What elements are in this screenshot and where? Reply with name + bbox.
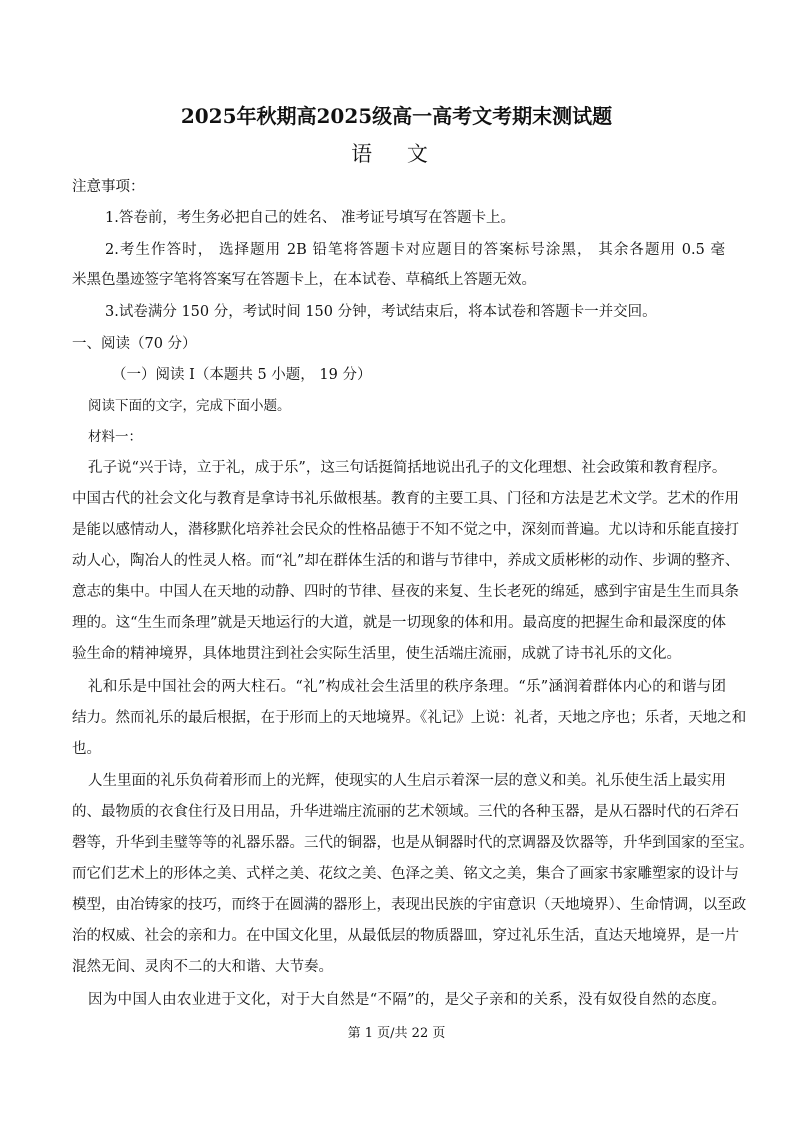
material-label: 材料一： [88, 429, 142, 445]
passage-line: 意志的集中。中国人在天地的动静、四时的节律、昼夜的来复、生长老死的绵延，感到宇宙是生生而具条 [72, 584, 739, 600]
instruction-text: 阅读下面的文字，完成下面小题。 [88, 398, 291, 414]
passage-line: 结力。然而礼乐的最后根据，在于形而上的天地境界。《礼记》上说：礼者，天地之序也；乐者，天地之和 [72, 710, 747, 726]
passage-line: 治的权威、社会的亲和力。在中国文化里，从最低层的物质器皿，穿过礼乐生活，直达天地境界，是一片 [72, 928, 739, 944]
passage-line: 模型，由冶铸家的技巧，而终于在圆满的器形上，表现出民族的宇宙意识（天地境界）、生命情调，以至政 [72, 897, 747, 913]
subject-title: 语 文 [351, 142, 442, 166]
passage-line: 验生命的精神境界，具体地贯注到社会实际生活里，使生活端庄流丽，成就了诗书礼乐的文化。 [72, 646, 681, 662]
passage-line: 人生里面的礼乐负荷着形而上的光辉，使现实的人生启示着深一层的意义和美。礼乐使生活上最实用 [88, 773, 726, 789]
passage-line: 中国古代的社会文化与教育是拿诗书礼乐做根基。教育的主要工具、门径和方法是艺术文学。艺术的作用 [72, 491, 739, 507]
passage-line: 的、最物质的衣食住行及日用品，升华进端庄流丽的艺术领域。三代的各种玉器，是从石器时代的石斧石 [72, 804, 739, 820]
sub-heading: （一）阅读 I（本题共 5 小题， 19 分） [112, 367, 372, 383]
passage-line: 因为中国人由农业进于文化，对于大自然是“不隔”的，是父子亲和的关系，没有奴役自然的态度。 [88, 992, 726, 1008]
passage-line: 礼和乐是中国社会的两大柱石。“礼”构成社会生活里的秩序条理。“乐”涵润着群体内心的和谐与团 [88, 679, 726, 695]
note-item-1: 1.答卷前，考生务必把自己的姓名、 准考证号填写在答题卡上。 [105, 210, 515, 226]
passage-line: 而它们艺术上的形体之美、式样之美、花纹之美、色泽之美、铭文之美，集合了画家书家雕塑家的设计与 [72, 866, 739, 882]
passage-line: 孔子说“兴于诗，立于礼，成于乐”，这三句话挺简括地说出孔子的文化理想、社会政策和教育程序。 [88, 460, 727, 476]
exam-title: 2025年秋期高2025级高一高考文考期末测试题 [180, 104, 613, 128]
passage-line: 是能以感情动人，潜移默化培养社会民众的性格品德于不知不觉之中，深刻而普遍。尤以诗和乐能直接打 [72, 522, 739, 538]
passage-line: 磬等，升华到圭璧等等的礼器乐器。三代的铜器，也是从铜器时代的烹调器及饮器等，升华到国家的至宝。 [72, 835, 754, 851]
part-heading: 一、阅读（70 分） [72, 336, 197, 352]
note-item-2-line-1: 2.考生作答时， 选择题用 2B 铅笔将答题卡对应题目的答案标号涂黑， 其余各题用 0.5 毫 [105, 242, 725, 258]
notes-heading: 注意事项： [72, 179, 145, 195]
note-item-2-line-2: 米黑色墨迹签字笔将答案写在答题卡上，在本试卷、草稿纸上答题无效。 [72, 272, 536, 288]
passage-line: 混然无间、灵肉不二的大和谐、大节奏。 [72, 959, 333, 975]
passage-line: 理的。这“生生而条理”就是天地运行的大道，就是一切现象的体和用。最高度的把握生命和最深度的体 [72, 615, 726, 631]
passage-line: 也。 [72, 741, 101, 757]
passage-line: 动人心，陶冶人的性灵人格。而“礼”却在群体生活的和谐与节律中，养成文质彬彬的动作、步调的整齐、 [72, 553, 740, 569]
page-number: 第 1 页/共 22 页 [347, 1026, 446, 1041]
note-item-3: 3.试卷满分 150 分，考试时间 150 分钟，考试结束后，将本试卷和答题卡一并交回。 [105, 304, 657, 320]
